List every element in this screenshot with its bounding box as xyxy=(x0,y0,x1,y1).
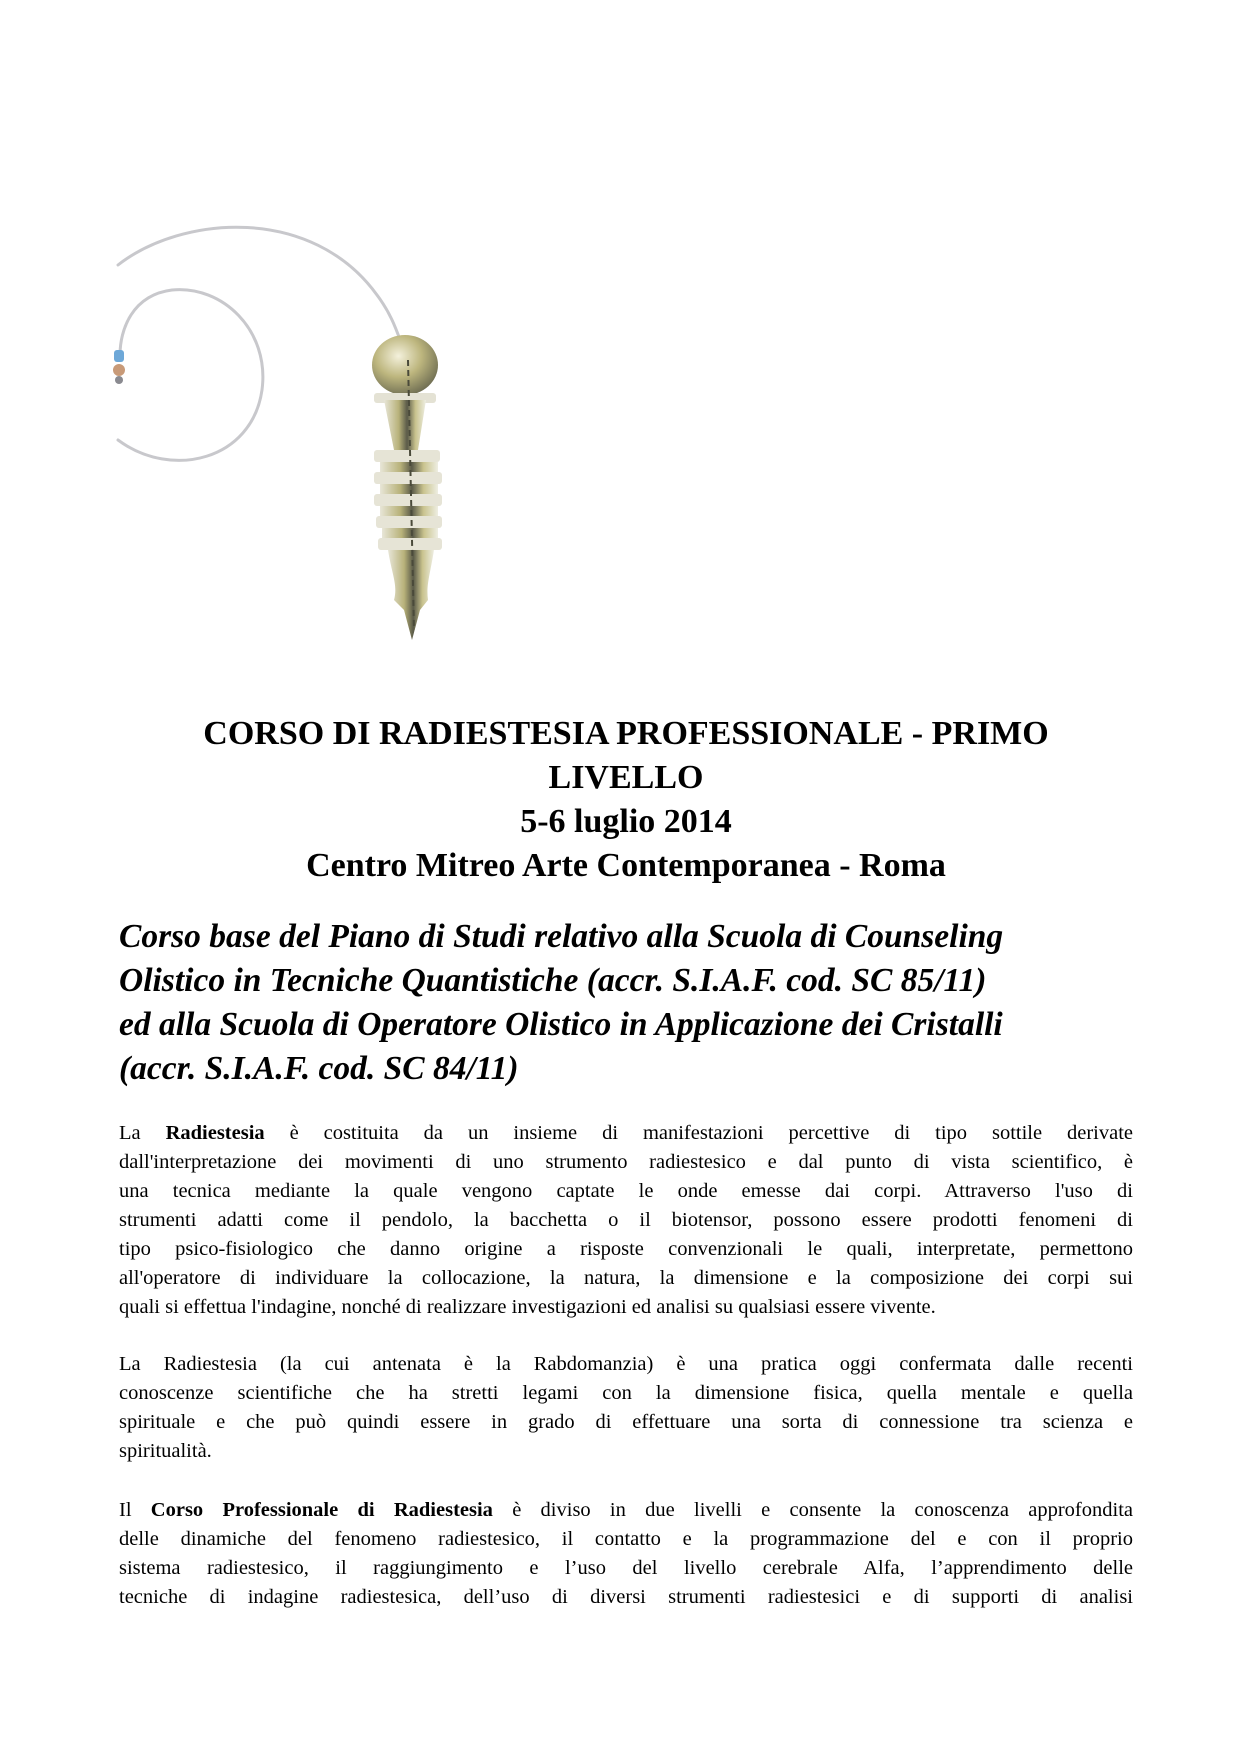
paragraph-line: strumenti adatti come il pendolo, la bacchetta o il biotensor, possono essere prodotti fenomeni di xyxy=(119,1209,1133,1231)
text-prefix: Il xyxy=(119,1499,132,1521)
bead-orange xyxy=(113,364,125,376)
paragraph-line: tipo psico-fisiologico che danno origine a risposte convenzionali le quali, interpretate, permettono xyxy=(119,1238,1133,1260)
paragraph-line: La Radiestesia (la cui antenata è la Rabdomanzia) è una pratica oggi confermata dalle recenti xyxy=(119,1353,1133,1375)
paragraph-radiestesia-definition xyxy=(119,1119,1133,1322)
bold-term: Radiestesia xyxy=(165,1122,265,1144)
subtitle-line: (accr. S.I.A.F. cod. SC 84/11) xyxy=(119,1050,519,1087)
pendulum-disks xyxy=(374,450,442,550)
paragraph-line: all'operatore di individuare la collocazione, la natura, la dimensione e la composizione dei corpi sui xyxy=(119,1267,1133,1289)
subtitle-line: Corso base del Piano di Studi relativo alla Scuola di Counseling xyxy=(119,918,1004,955)
pendulum-icon xyxy=(112,210,512,640)
heading-venue: Centro Mitreo Arte Contemporanea - Roma xyxy=(306,847,946,884)
paragraph-radiestesia-practice xyxy=(119,1350,1133,1466)
pendulum-tip xyxy=(388,550,434,640)
subtitle-line: Olistico in Tecniche Quantistiche (accr. S.I.A.F. cod. SC 85/11) xyxy=(119,962,987,999)
paragraph-course-description xyxy=(119,1496,1133,1612)
pendulum-string-loop xyxy=(118,290,263,461)
paragraph-line: una tecnica mediante la quale vengono captate le onde emesse dai corpi. Attraverso l'uso di xyxy=(119,1180,1133,1202)
heading-title-line1: CORSO DI RADIESTESIA PROFESSIONALE - PRIMO xyxy=(203,715,1049,752)
text-rest: è diviso in due livelli e consente la conoscenza approfondita xyxy=(512,1499,1133,1521)
paragraph-line: quali si effettua l'indagine, nonché di realizzare investigazioni ed analisi su qualsiasi essere vivente. xyxy=(119,1296,936,1318)
bead-blue xyxy=(114,350,124,362)
paragraph-line: sistema radiestesico, il raggiungimento e l’uso del livello cerebrale Alfa, l’apprendimento delle xyxy=(119,1557,1133,1579)
heading-title-line2: LIVELLO xyxy=(548,759,704,796)
paragraph-line xyxy=(119,1119,1133,1148)
paragraph-line: spiritualità. xyxy=(119,1440,212,1462)
subtitle-line: ed alla Scuola di Operatore Olistico in Applicazione dei Cristalli xyxy=(119,1006,1003,1043)
bold-term: Corso Professionale di Radiestesia xyxy=(150,1499,493,1521)
pendulum-ball xyxy=(372,335,438,395)
text-prefix: La xyxy=(119,1122,141,1144)
paragraph-line: delle dinamiche del fenomeno radiestesico, il contatto e la programmazione del e con il proprio xyxy=(119,1528,1133,1550)
paragraph-line: conoscenze scientifiche che ha stretti legami con la dimensione fisica, quella mentale e quella xyxy=(119,1382,1133,1404)
paragraph-line: tecniche di indagine radiestesica, dell’uso di diversi strumenti radiestesici e di supporti di analisi xyxy=(119,1586,1133,1608)
pendulum-string xyxy=(118,227,402,345)
course-subtitle xyxy=(119,915,1149,1091)
heading-date: 5-6 luglio 2014 xyxy=(520,803,732,840)
paragraph-line: spirituale e che può quindi essere in grado di effettuare una sorta di connessione tra scienza e xyxy=(119,1411,1133,1433)
course-heading xyxy=(119,712,1133,888)
paragraph-line: dall'interpretazione dei movimenti di uno strumento radiestesico e dal punto di vista scientifico, è xyxy=(119,1151,1133,1173)
paragraph-line xyxy=(119,1496,1133,1525)
text-rest: è costituita da un insieme di manifestazioni percettive di tipo sottile derivate xyxy=(289,1122,1134,1144)
